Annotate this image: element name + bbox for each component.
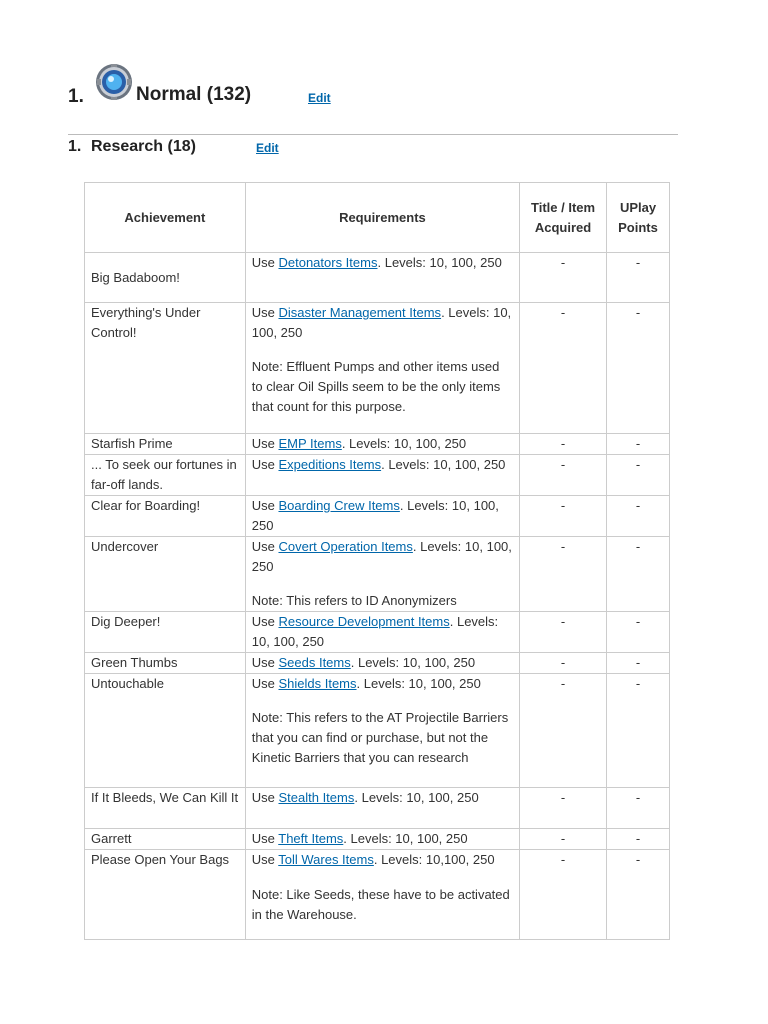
requirement-note: Note: Like Seeds, these have to be activated in the Warehouse. — [251, 887, 510, 922]
achievement-badge-icon — [94, 62, 134, 102]
table-row — [85, 496, 670, 537]
title-item-cell: - — [520, 434, 607, 455]
requirement-prefix: Use — [251, 436, 279, 451]
title-item-cell: - — [520, 674, 607, 788]
table-row — [85, 829, 670, 850]
header-achievement: Achievement — [85, 183, 246, 253]
requirement-levels: . Levels: 10, 100, 250 — [354, 790, 479, 805]
achievement-name-cell — [85, 612, 246, 653]
title-item-cell: - — [520, 829, 607, 850]
title-item-cell: - — [520, 850, 607, 940]
requirement-levels: . Levels: 10, 100, 250 — [377, 255, 502, 270]
requirement-levels: . Levels: 10, 100, 250 — [381, 457, 506, 472]
requirement-cell — [245, 455, 519, 496]
achievement-name: Dig Deeper! — [91, 614, 161, 629]
requirement-levels: . Levels: 10, 100, 250 — [251, 305, 512, 340]
requirement-levels: . Levels: 10, 100, 250 — [350, 655, 476, 670]
requirement-levels: . Levels: 10, 100, 250 — [251, 498, 499, 533]
requirement-item-link[interactable]: Shields Items — [278, 676, 357, 691]
requirement-note: Note: This refers to ID Anonymizers — [251, 593, 457, 608]
requirement-cell — [245, 253, 519, 303]
title-item-cell: - — [520, 496, 607, 537]
requirement-prefix: Use — [251, 255, 279, 270]
table-row — [85, 303, 670, 434]
achievement-name-cell — [85, 496, 246, 537]
achievement-name-cell — [85, 455, 246, 496]
requirement-prefix: Use — [251, 852, 279, 867]
title-item-cell: - — [520, 537, 607, 612]
requirement-cell — [245, 788, 519, 829]
requirement-item-link[interactable]: Theft Items — [278, 831, 344, 846]
section-edit-link[interactable]: Edit — [308, 91, 331, 105]
requirement-item-link[interactable]: Seeds Items — [278, 655, 351, 670]
uplay-points-cell: - — [607, 850, 670, 940]
achievement-name-cell — [85, 653, 246, 674]
requirement-prefix: Use — [251, 655, 279, 670]
achievement-name-cell — [85, 829, 246, 850]
requirement-cell — [245, 674, 519, 788]
requirement-note: Note: Effluent Pumps and other items used to clear Oil Spills seem to be the only items that count for this purpose. — [251, 359, 501, 414]
requirement-cell — [245, 612, 519, 653]
title-item-cell: - — [520, 653, 607, 674]
uplay-points-cell: - — [607, 253, 670, 303]
uplay-points-cell: - — [607, 674, 670, 788]
requirement-prefix: Use — [251, 676, 279, 691]
achievement-name: Starfish Prime — [91, 436, 173, 451]
uplay-points-cell: - — [607, 653, 670, 674]
requirement-levels: . Levels: 10, 100, 250 — [251, 614, 499, 649]
achievement-name: ... To seek our fortunes in far-off lands. — [91, 457, 237, 492]
requirement-item-link[interactable]: Stealth Items — [278, 790, 355, 805]
table-row — [85, 850, 670, 940]
uplay-points-cell: - — [607, 455, 670, 496]
requirement-prefix: Use — [251, 539, 279, 554]
achievement-name: Green Thumbs — [91, 655, 178, 670]
requirement-prefix: Use — [251, 457, 279, 472]
table-row — [85, 612, 670, 653]
achievement-name: Everything's Under Control! — [91, 305, 201, 340]
section-divider — [68, 134, 678, 135]
requirement-item-link[interactable]: Expeditions Items — [278, 457, 382, 472]
requirement-cell — [245, 303, 519, 434]
subsection-title: Research (18) — [91, 138, 196, 155]
achievement-name: If It Bleeds, We Can Kill It — [91, 790, 239, 805]
header-title-item: Title / Item Acquired — [520, 183, 607, 253]
requirement-item-link[interactable]: Boarding Crew Items — [278, 498, 400, 513]
requirement-cell — [245, 653, 519, 674]
achievement-name-cell — [85, 850, 246, 940]
table-row — [85, 537, 670, 612]
requirement-cell — [245, 496, 519, 537]
subsection-heading-research — [68, 137, 668, 161]
table-header-row — [85, 183, 670, 253]
requirement-item-link[interactable]: Toll Wares Items — [278, 852, 374, 867]
table-row — [85, 788, 670, 829]
requirement-levels: . Levels: 10, 100, 250 — [356, 676, 481, 691]
achievement-name-cell — [85, 674, 246, 788]
achievement-name-cell — [85, 434, 246, 455]
title-item-cell: - — [520, 303, 607, 434]
requirement-item-link[interactable]: Covert Operation Items — [278, 539, 413, 554]
table-row — [85, 674, 670, 788]
uplay-points-cell: - — [607, 612, 670, 653]
title-item-cell: - — [520, 253, 607, 303]
uplay-points-cell: - — [607, 303, 670, 434]
requirement-levels: . Levels: 10,100, 250 — [373, 852, 495, 867]
uplay-points-cell: - — [607, 434, 670, 455]
table-row — [85, 434, 670, 455]
achievement-name: Untouchable — [91, 676, 164, 691]
achievement-name: Clear for Boarding! — [91, 498, 201, 513]
requirement-cell — [245, 829, 519, 850]
requirement-prefix: Use — [251, 498, 279, 513]
achievement-name: Undercover — [91, 539, 159, 554]
achievement-name: Garrett — [91, 831, 132, 846]
table-row — [85, 253, 670, 303]
table-row — [85, 455, 670, 496]
requirement-prefix: Use — [251, 305, 279, 320]
uplay-points-cell: - — [607, 537, 670, 612]
requirement-note: Note: This refers to the AT Projectile Barriers that you can find or purchase, but not the Kinetic Barriers that you can research — [251, 710, 509, 765]
achievement-name-cell — [85, 537, 246, 612]
uplay-points-cell: - — [607, 788, 670, 829]
achievement-name-cell — [85, 253, 246, 303]
title-item-cell: - — [520, 788, 607, 829]
requirement-cell — [245, 434, 519, 455]
requirement-item-link[interactable]: Detonators Items — [278, 255, 378, 270]
table-row — [85, 653, 670, 674]
requirement-cell — [245, 537, 519, 612]
achievement-name: Big Badaboom! — [91, 270, 180, 285]
uplay-points-cell: - — [607, 829, 670, 850]
requirement-levels: . Levels: 10, 100, 250 — [251, 539, 512, 574]
requirement-levels: . Levels: 10, 100, 250 — [343, 831, 468, 846]
requirement-prefix: Use — [251, 614, 279, 629]
header-requirements: Requirements — [245, 183, 519, 253]
section-number: 1. — [68, 86, 84, 107]
achievements-table — [84, 182, 670, 940]
section-title: Normal (132) — [136, 84, 252, 105]
requirement-item-link[interactable]: Disaster Management Items — [278, 305, 442, 320]
achievement-name: Please Open Your Bags — [91, 852, 230, 867]
requirement-prefix: Use — [251, 790, 279, 805]
requirement-item-link[interactable]: Resource Development Items — [278, 614, 450, 629]
requirement-item-link[interactable]: EMP Items — [278, 436, 342, 451]
requirement-prefix: Use — [251, 831, 279, 846]
requirement-cell — [245, 850, 519, 940]
requirement-levels: . Levels: 10, 100, 250 — [341, 436, 467, 451]
section-heading-normal — [68, 62, 668, 122]
achievement-name-cell — [85, 303, 246, 434]
subsection-edit-link[interactable]: Edit — [256, 141, 279, 155]
subsection-number: 1. — [68, 138, 82, 155]
title-item-cell: - — [520, 612, 607, 653]
uplay-points-cell: - — [607, 496, 670, 537]
achievement-name-cell — [85, 788, 246, 829]
header-uplay-points: UPlay Points — [607, 183, 670, 253]
title-item-cell: - — [520, 455, 607, 496]
